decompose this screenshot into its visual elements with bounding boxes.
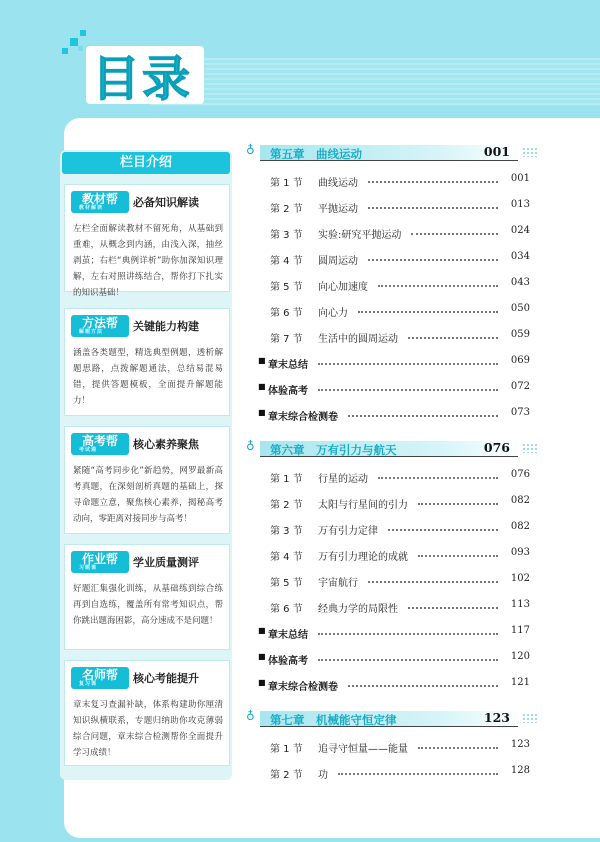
section-number: 第 3 节 [270,526,303,537]
chapter-heading[interactable] [246,439,538,457]
bell-icon: ♁ [246,143,255,157]
leader-dots [418,747,498,749]
intro-text: 涵盖各类题型，精选典型例题，透析解题思路，点拨解题通法，总结易混易错，提供答题模板，全面提升解题能力！ [73,348,223,406]
section-number: 第 1 节 [270,178,303,189]
summary-item[interactable] [246,381,538,397]
intro-heading: 核心素养聚焦 [133,438,199,451]
bullet-icon: ■ [258,678,266,687]
intro-badge-text: 教材帮 [81,192,118,206]
section-page: 076 [510,469,530,480]
bullet-icon: ■ [258,626,266,635]
decor-square [62,48,68,54]
toc-item[interactable] [246,329,538,345]
decor-square [80,30,86,36]
section-name: 功 [318,770,328,781]
section-name: 太阳与行星间的引力 [318,500,408,511]
intro-box [64,308,230,416]
leader-dots [408,607,498,609]
summary-name: 章末综合检测卷 [268,412,338,423]
leader-dots [318,659,498,661]
section-page: 128 [510,765,530,776]
intro-box [64,426,230,534]
section-page: 082 [510,521,530,532]
intro-text: 左栏全面解读教材不留死角，从基础到重难，从概念到内涵，由浅入深，抽丝剥茧；右栏“典例详析”助你加深知识理解，左右对照讲练结合，帮你打下扎实的知识基础！ [73,224,223,298]
toc-item[interactable] [246,199,538,215]
chapter-page: 001 [483,144,510,159]
chapter-underline [260,160,518,161]
section-page: 001 [510,173,530,184]
header-stripes [150,58,600,106]
intro-text: 章末复习查漏补缺，体系构建助你厘清知识纵横联系，专题归纳助你攻克薄弱综合问题，章末综合检测帮你全面提升学习成绩！ [73,700,223,758]
summary-page: 117 [510,625,530,636]
summary-page: 069 [510,355,530,366]
summary-name: 章末总结 [268,630,308,641]
intro-badge-sub: 解题方法 [79,329,104,335]
leader-dots [418,555,498,557]
intro-text: 好题汇集强化训练，从基础练到综合练再到自选练，覆盖所有常考知识点，帮你跳出题海困影，高分速成不是问题！ [73,584,223,626]
section-page: 113 [510,599,530,610]
leader-dots [348,415,498,417]
intro-text: 紧随“高考同步化”新趋势，网罗最新高考真题，在深刻剖析真题的基础上，探寻命题立意，聚焦核心素养，揭秘高考动向，零距离对接同步与高考！ [73,466,223,524]
intro-badge-sub: 习题课 [79,565,98,571]
intro-box [64,544,230,650]
section-page: 123 [510,739,530,750]
section-page: 034 [510,251,530,262]
leader-dots [418,503,498,505]
bullet-icon: ■ [258,382,266,391]
section-page: 050 [510,303,530,314]
section-number: 第 1 节 [270,744,303,755]
section-name: 向心加速度 [318,282,368,293]
chapter-title: 第六章 万有引力与航天 [270,443,397,457]
toc-item[interactable] [246,251,538,267]
section-number: 第 5 节 [270,282,303,293]
toc-item[interactable] [246,765,538,781]
section-number: 第 3 节 [270,230,303,241]
section-name: 经典力学的局限性 [318,604,398,615]
dot-pattern [522,147,538,157]
summary-page: 073 [510,407,530,418]
intro-badge [71,191,129,213]
leader-dots [378,285,498,287]
intro-badge [71,551,129,573]
summary-item[interactable] [246,677,538,693]
leader-dots [318,389,498,391]
toc-item[interactable] [246,495,538,511]
summary-item[interactable] [246,407,538,423]
section-name: 行星的运动 [318,474,368,485]
leader-dots [411,233,498,235]
toc-item[interactable] [246,739,538,755]
section-page: 013 [510,199,530,210]
leader-dots [338,773,498,775]
intro-heading: 学业质量测评 [133,556,199,569]
leader-dots [318,633,498,635]
section-number: 第 6 节 [270,604,303,615]
leader-dots [318,363,498,365]
bullet-icon: ■ [258,356,266,365]
intro-badge-text: 名师帮 [81,668,118,682]
intro-badge-sub: 教材解读 [79,205,104,211]
summary-page: 072 [510,381,530,392]
section-number: 第 2 节 [270,500,303,511]
chapter-page: 076 [483,440,510,455]
section-name: 曲线运动 [318,178,358,189]
bullet-icon: ■ [258,652,266,661]
section-name: 宇宙航行 [318,578,358,589]
toc-item[interactable] [246,599,538,615]
section-page: 024 [510,225,530,236]
chapter-title: 第七章 机械能守恒定律 [270,713,397,727]
dot-pattern [522,443,538,453]
summary-page: 120 [510,651,530,662]
leader-dots [348,685,498,687]
intro-badge [71,667,129,689]
intro-badge-text: 方法帮 [81,316,118,330]
intro-box [64,184,230,298]
summary-item[interactable] [246,651,538,667]
section-page: 043 [510,277,530,288]
leader-dots [368,259,498,261]
section-page: 102 [510,573,530,584]
section-name: 万有引力理论的成就 [318,552,408,563]
section-number: 第 6 节 [270,308,303,319]
section-name: 追寻守恒量——能量 [318,744,408,755]
intro-badge [71,315,129,337]
summary-name: 体验高考 [268,386,308,397]
section-number: 第 1 节 [270,474,303,485]
summary-page: 121 [510,677,530,688]
section-name: 向心力 [318,308,348,319]
leader-dots [388,529,498,531]
toc-item[interactable] [246,547,538,563]
leader-dots [368,581,498,583]
leader-dots [408,337,498,339]
section-number: 第 4 节 [270,552,303,563]
chapter-page: 123 [483,710,510,725]
bell-icon: ♁ [246,439,255,453]
dot-pattern [522,713,538,723]
section-number: 第 7 节 [270,334,303,345]
leader-dots [358,311,498,313]
summary-name: 体验高考 [268,656,308,667]
section-name: 生活中的圆周运动 [318,334,398,345]
section-name: 实验:研究平抛运动 [318,230,402,241]
intro-heading: 关键能力构建 [133,320,199,333]
summary-name: 章末总结 [268,360,308,371]
chapter-underline [260,456,518,457]
section-name: 万有引力定律 [318,526,378,537]
bell-icon: ♁ [246,709,255,723]
leader-dots [368,207,498,209]
section-number: 第 5 节 [270,578,303,589]
intro-badge-text: 高考帮 [81,434,118,448]
chapter-underline [260,726,518,727]
summary-item[interactable] [246,625,538,641]
chapter-heading[interactable] [246,143,538,161]
intro-box [64,660,230,766]
bullet-icon: ■ [258,408,266,417]
toc-item[interactable] [246,573,538,589]
section-page: 059 [510,329,530,340]
intro-heading: 核心考能提升 [133,672,199,685]
section-number: 第 2 节 [270,204,303,215]
toc-item[interactable] [246,303,538,319]
section-number: 第 4 节 [270,256,303,267]
section-page: 082 [510,495,530,506]
section-page: 093 [510,547,530,558]
header [0,0,600,118]
decor-square [70,38,78,46]
intro-heading: 必备知识解读 [133,196,199,209]
section-number: 第 2 节 [270,770,303,781]
decor-square [78,46,83,51]
chapter-title: 第五章 曲线运动 [270,147,362,161]
section-name: 平抛运动 [318,204,358,215]
leader-dots [368,181,498,183]
intro-badge-sub: 复习课 [79,681,98,687]
toc-item[interactable] [246,521,538,537]
chapter-heading[interactable] [246,709,538,727]
toc-item[interactable] [246,225,538,241]
summary-name: 章末综合检测卷 [268,682,338,693]
intro-badge [71,433,129,455]
toc-item[interactable] [246,277,538,293]
intro-badge-sub: 考试通 [79,447,98,453]
intro-badge-text: 作业帮 [81,552,118,566]
toc-item[interactable] [246,469,538,485]
section-name: 圆周运动 [318,256,358,267]
toc-item[interactable] [246,173,538,189]
summary-item[interactable] [246,355,538,371]
page-title: 目录 [92,51,193,107]
intro-title: 栏目介绍 [62,152,230,174]
leader-dots [378,477,498,479]
